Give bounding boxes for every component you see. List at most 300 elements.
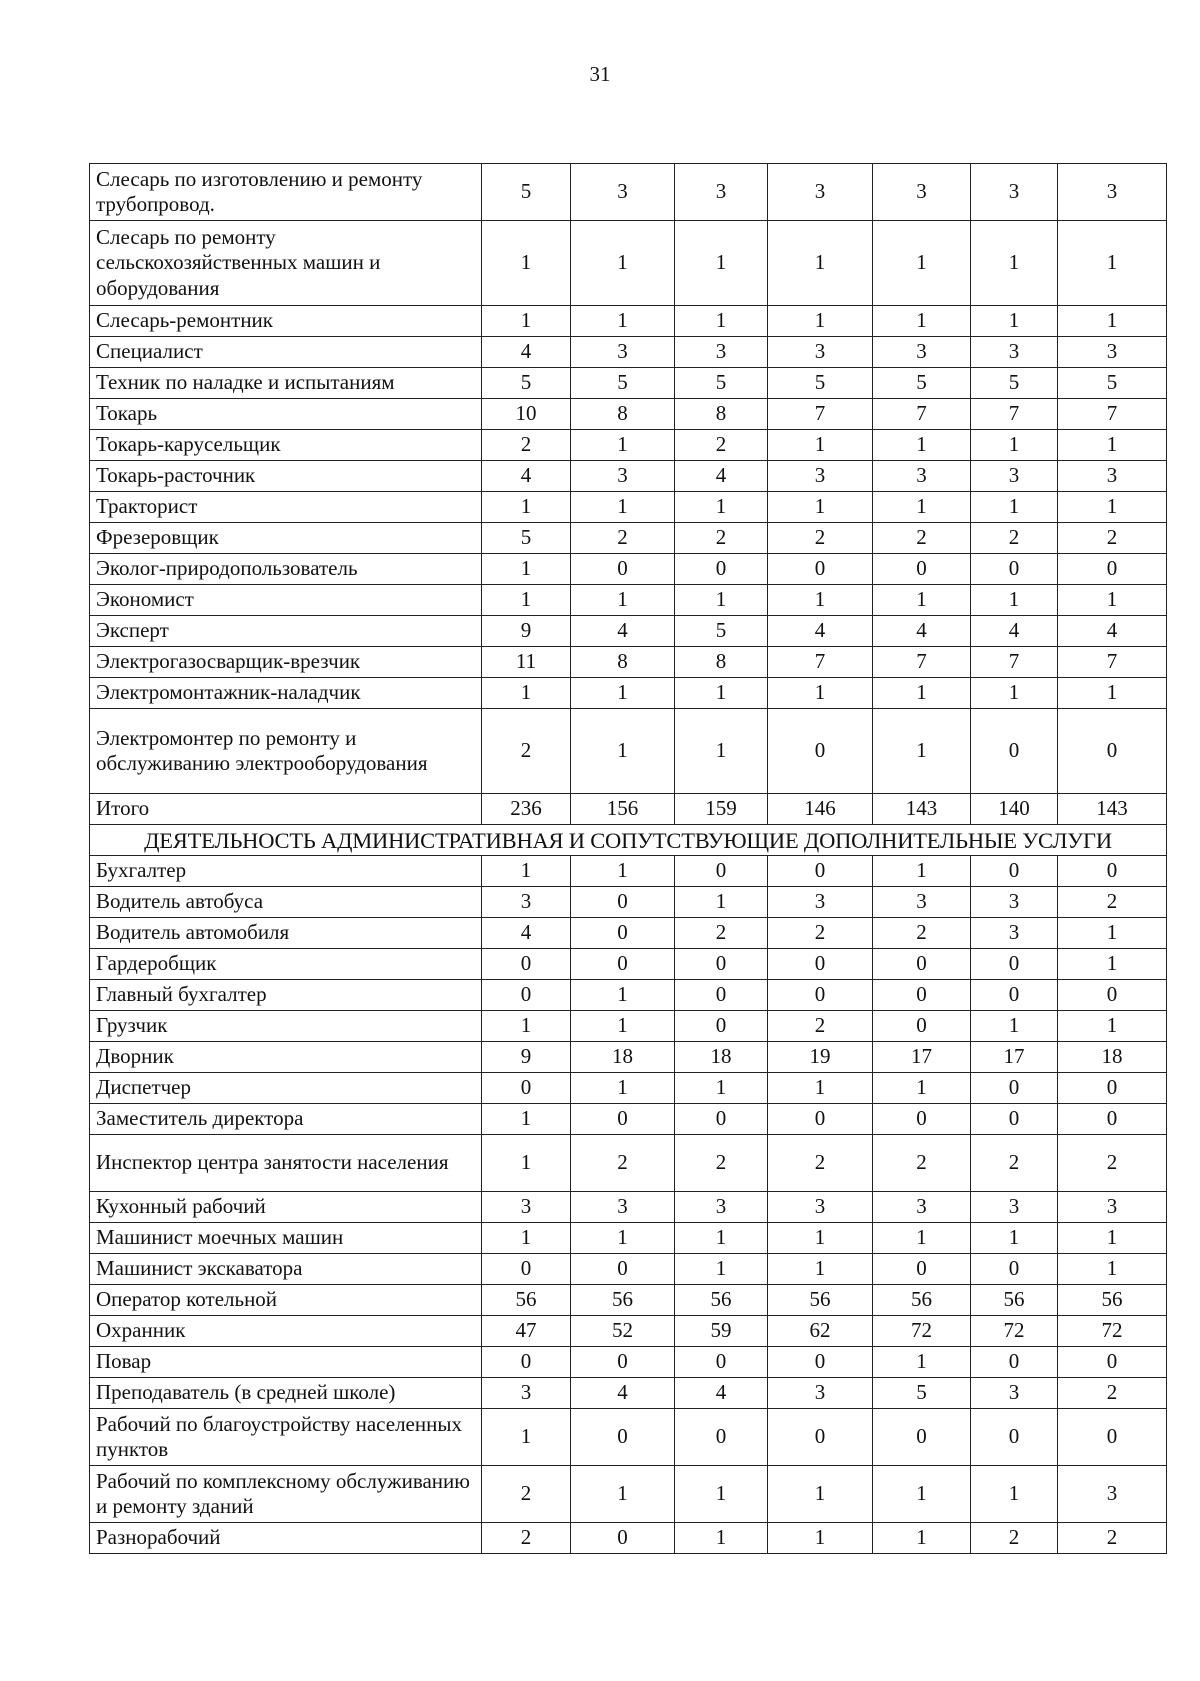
value-cell: 1 bbox=[873, 1523, 971, 1554]
value-cell: 1 bbox=[873, 492, 971, 523]
value-cell: 1 bbox=[873, 1347, 971, 1378]
value-cell: 1 bbox=[571, 980, 675, 1011]
value-cell: 2 bbox=[873, 918, 971, 949]
value-cell: 0 bbox=[675, 1409, 768, 1466]
row-label: Экономист bbox=[90, 585, 482, 616]
value-cell: 0 bbox=[571, 918, 675, 949]
value-cell: 1 bbox=[675, 1523, 768, 1554]
row-label: Грузчик bbox=[90, 1011, 482, 1042]
value-cell: 0 bbox=[482, 949, 571, 980]
staffing-table bbox=[89, 163, 1167, 1554]
value-cell: 3 bbox=[768, 887, 873, 918]
value-cell: 2 bbox=[675, 523, 768, 554]
value-cell: 2 bbox=[482, 430, 571, 461]
table-row bbox=[90, 523, 1167, 554]
value-cell: 1 bbox=[675, 1223, 768, 1254]
value-cell: 3 bbox=[675, 337, 768, 368]
value-cell: 3 bbox=[1058, 1466, 1167, 1523]
value-cell: 0 bbox=[971, 554, 1058, 585]
row-label: Специалист bbox=[90, 337, 482, 368]
value-cell: 3 bbox=[571, 461, 675, 492]
value-cell: 1 bbox=[873, 678, 971, 709]
value-cell: 3 bbox=[873, 164, 971, 221]
value-cell: 3 bbox=[971, 461, 1058, 492]
table-row bbox=[90, 1285, 1167, 1316]
value-cell: 3 bbox=[482, 887, 571, 918]
value-cell: 2 bbox=[1058, 887, 1167, 918]
value-cell: 0 bbox=[675, 949, 768, 980]
value-cell: 1 bbox=[675, 492, 768, 523]
value-cell: 1 bbox=[873, 221, 971, 306]
value-cell: 1 bbox=[873, 1466, 971, 1523]
value-cell: 3 bbox=[971, 164, 1058, 221]
value-cell: 1 bbox=[971, 221, 1058, 306]
value-cell: 1 bbox=[1058, 430, 1167, 461]
row-label: Электромонтажник-наладчик bbox=[90, 678, 482, 709]
row-label: Инспектор центра занятости населения bbox=[90, 1135, 482, 1192]
value-cell: 72 bbox=[971, 1316, 1058, 1347]
value-cell: 1 bbox=[571, 1466, 675, 1523]
value-cell: 0 bbox=[675, 1104, 768, 1135]
value-cell: 1 bbox=[873, 306, 971, 337]
value-cell: 2 bbox=[1058, 523, 1167, 554]
value-cell: 143 bbox=[1058, 794, 1167, 825]
row-label: Токарь bbox=[90, 399, 482, 430]
table-row bbox=[90, 1042, 1167, 1073]
value-cell: 3 bbox=[571, 164, 675, 221]
value-cell: 0 bbox=[571, 1347, 675, 1378]
value-cell: 3 bbox=[768, 461, 873, 492]
value-cell: 0 bbox=[971, 1409, 1058, 1466]
row-label: Электромонтер по ремонту и обслуживанию электрооборудования bbox=[90, 709, 482, 794]
value-cell: 2 bbox=[1058, 1135, 1167, 1192]
table-row bbox=[90, 1316, 1167, 1347]
value-cell: 0 bbox=[873, 554, 971, 585]
value-cell: 5 bbox=[1058, 368, 1167, 399]
value-cell: 3 bbox=[873, 887, 971, 918]
value-cell: 2 bbox=[1058, 1523, 1167, 1554]
value-cell: 4 bbox=[571, 1378, 675, 1409]
value-cell: 0 bbox=[1058, 980, 1167, 1011]
value-cell: 1 bbox=[768, 1523, 873, 1554]
table-row bbox=[90, 1378, 1167, 1409]
value-cell: 1 bbox=[1058, 585, 1167, 616]
value-cell: 7 bbox=[971, 647, 1058, 678]
value-cell: 62 bbox=[768, 1316, 873, 1347]
value-cell: 1 bbox=[482, 1409, 571, 1466]
value-cell: 0 bbox=[873, 1104, 971, 1135]
value-cell: 56 bbox=[768, 1285, 873, 1316]
value-cell: 0 bbox=[971, 949, 1058, 980]
value-cell: 0 bbox=[971, 709, 1058, 794]
value-cell: 1 bbox=[768, 585, 873, 616]
value-cell: 2 bbox=[571, 523, 675, 554]
row-label: Бухгалтер bbox=[90, 856, 482, 887]
value-cell: 2 bbox=[482, 1523, 571, 1554]
value-cell: 0 bbox=[571, 1409, 675, 1466]
value-cell: 18 bbox=[1058, 1042, 1167, 1073]
value-cell: 0 bbox=[482, 1347, 571, 1378]
value-cell: 1 bbox=[873, 1073, 971, 1104]
value-cell: 0 bbox=[675, 856, 768, 887]
value-cell: 0 bbox=[873, 1254, 971, 1285]
value-cell: 3 bbox=[971, 887, 1058, 918]
value-cell: 1 bbox=[675, 585, 768, 616]
table-row bbox=[90, 1466, 1167, 1523]
value-cell: 2 bbox=[482, 709, 571, 794]
table-row bbox=[90, 856, 1167, 887]
value-cell: 9 bbox=[482, 1042, 571, 1073]
row-label: Гардеробщик bbox=[90, 949, 482, 980]
value-cell: 5 bbox=[482, 523, 571, 554]
value-cell: 0 bbox=[768, 709, 873, 794]
table-row bbox=[90, 585, 1167, 616]
table-row bbox=[90, 1223, 1167, 1254]
value-cell: 3 bbox=[571, 1192, 675, 1223]
value-cell: 0 bbox=[768, 949, 873, 980]
row-label: Фрезеровщик bbox=[90, 523, 482, 554]
value-cell: 2 bbox=[768, 523, 873, 554]
value-cell: 0 bbox=[768, 1409, 873, 1466]
value-cell: 2 bbox=[971, 523, 1058, 554]
section-title: ДЕЯТЕЛЬНОСТЬ АДМИНИСТРАТИВНАЯ И СОПУТСТВУЮЩИЕ ДОПОЛНИТЕЛЬНЫЕ УСЛУГИ bbox=[90, 825, 1167, 856]
value-cell: 17 bbox=[971, 1042, 1058, 1073]
value-cell: 1 bbox=[1058, 492, 1167, 523]
value-cell: 0 bbox=[1058, 1073, 1167, 1104]
value-cell: 3 bbox=[971, 337, 1058, 368]
row-label: Водитель автомобиля bbox=[90, 918, 482, 949]
value-cell: 0 bbox=[675, 980, 768, 1011]
table-row bbox=[90, 430, 1167, 461]
value-cell: 2 bbox=[971, 1135, 1058, 1192]
value-cell: 1 bbox=[971, 1011, 1058, 1042]
table-row bbox=[90, 461, 1167, 492]
value-cell: 0 bbox=[571, 949, 675, 980]
value-cell: 1 bbox=[1058, 678, 1167, 709]
row-label: Главный бухгалтер bbox=[90, 980, 482, 1011]
value-cell: 1 bbox=[482, 554, 571, 585]
value-cell: 1 bbox=[971, 585, 1058, 616]
table-row bbox=[90, 399, 1167, 430]
row-label: Итого bbox=[90, 794, 482, 825]
value-cell: 1 bbox=[482, 1135, 571, 1192]
value-cell: 1 bbox=[482, 1011, 571, 1042]
value-cell: 146 bbox=[768, 794, 873, 825]
row-label: Рабочий по комплексному обслуживанию и ремонту зданий bbox=[90, 1466, 482, 1523]
row-label: Оператор котельной bbox=[90, 1285, 482, 1316]
row-label: Тракторист bbox=[90, 492, 482, 523]
value-cell: 0 bbox=[571, 887, 675, 918]
value-cell: 2 bbox=[873, 1135, 971, 1192]
value-cell: 5 bbox=[873, 368, 971, 399]
value-cell: 1 bbox=[873, 585, 971, 616]
value-cell: 4 bbox=[571, 616, 675, 647]
value-cell: 3 bbox=[768, 164, 873, 221]
value-cell: 1 bbox=[971, 492, 1058, 523]
value-cell: 56 bbox=[873, 1285, 971, 1316]
value-cell: 19 bbox=[768, 1042, 873, 1073]
value-cell: 7 bbox=[971, 399, 1058, 430]
value-cell: 4 bbox=[482, 918, 571, 949]
row-label: Рабочий по благоустройству населенных пунктов bbox=[90, 1409, 482, 1466]
value-cell: 1 bbox=[675, 1466, 768, 1523]
value-cell: 3 bbox=[873, 461, 971, 492]
value-cell: 1 bbox=[675, 887, 768, 918]
value-cell: 4 bbox=[1058, 616, 1167, 647]
value-cell: 236 bbox=[482, 794, 571, 825]
value-cell: 2 bbox=[675, 430, 768, 461]
value-cell: 1 bbox=[571, 430, 675, 461]
row-label: Слесарь-ремонтник bbox=[90, 306, 482, 337]
value-cell: 1 bbox=[675, 306, 768, 337]
table-row bbox=[90, 918, 1167, 949]
value-cell: 3 bbox=[1058, 337, 1167, 368]
value-cell: 0 bbox=[768, 1104, 873, 1135]
value-cell: 4 bbox=[482, 461, 571, 492]
row-label: Эколог-природопользователь bbox=[90, 554, 482, 585]
value-cell: 1 bbox=[768, 221, 873, 306]
row-label: Повар bbox=[90, 1347, 482, 1378]
value-cell: 56 bbox=[1058, 1285, 1167, 1316]
row-label: Разнорабочий bbox=[90, 1523, 482, 1554]
table-row bbox=[90, 164, 1167, 221]
table-row bbox=[90, 368, 1167, 399]
value-cell: 56 bbox=[971, 1285, 1058, 1316]
value-cell: 3 bbox=[873, 337, 971, 368]
value-cell: 0 bbox=[1058, 1347, 1167, 1378]
value-cell: 2 bbox=[1058, 1378, 1167, 1409]
value-cell: 1 bbox=[873, 856, 971, 887]
value-cell: 1 bbox=[571, 492, 675, 523]
value-cell: 0 bbox=[571, 1254, 675, 1285]
value-cell: 1 bbox=[675, 678, 768, 709]
value-cell: 156 bbox=[571, 794, 675, 825]
value-cell: 0 bbox=[768, 1347, 873, 1378]
value-cell: 1 bbox=[482, 221, 571, 306]
value-cell: 2 bbox=[675, 1135, 768, 1192]
value-cell: 56 bbox=[571, 1285, 675, 1316]
table-row bbox=[90, 221, 1167, 306]
value-cell: 1 bbox=[873, 430, 971, 461]
value-cell: 5 bbox=[768, 368, 873, 399]
value-cell: 0 bbox=[768, 856, 873, 887]
table-row bbox=[90, 1523, 1167, 1554]
value-cell: 1 bbox=[1058, 949, 1167, 980]
value-cell: 1 bbox=[768, 678, 873, 709]
value-cell: 1 bbox=[571, 678, 675, 709]
value-cell: 72 bbox=[873, 1316, 971, 1347]
table-row bbox=[90, 678, 1167, 709]
value-cell: 0 bbox=[1058, 856, 1167, 887]
value-cell: 0 bbox=[1058, 709, 1167, 794]
value-cell: 1 bbox=[768, 492, 873, 523]
value-cell: 143 bbox=[873, 794, 971, 825]
value-cell: 0 bbox=[971, 1073, 1058, 1104]
value-cell: 0 bbox=[482, 1073, 571, 1104]
value-cell: 52 bbox=[571, 1316, 675, 1347]
value-cell: 1 bbox=[571, 221, 675, 306]
value-cell: 140 bbox=[971, 794, 1058, 825]
value-cell: 17 bbox=[873, 1042, 971, 1073]
value-cell: 1 bbox=[971, 1466, 1058, 1523]
value-cell: 1 bbox=[768, 430, 873, 461]
value-cell: 0 bbox=[1058, 554, 1167, 585]
value-cell: 56 bbox=[675, 1285, 768, 1316]
value-cell: 2 bbox=[768, 1135, 873, 1192]
value-cell: 0 bbox=[571, 1523, 675, 1554]
value-cell: 2 bbox=[768, 1011, 873, 1042]
value-cell: 1 bbox=[768, 1073, 873, 1104]
row-label: Техник по наладке и испытаниям bbox=[90, 368, 482, 399]
value-cell: 8 bbox=[571, 399, 675, 430]
value-cell: 0 bbox=[675, 1011, 768, 1042]
value-cell: 1 bbox=[482, 678, 571, 709]
value-cell: 0 bbox=[971, 1347, 1058, 1378]
table-row bbox=[90, 1104, 1167, 1135]
value-cell: 1 bbox=[482, 1104, 571, 1135]
value-cell: 0 bbox=[482, 1254, 571, 1285]
row-label: Токарь-расточник bbox=[90, 461, 482, 492]
value-cell: 0 bbox=[971, 856, 1058, 887]
value-cell: 1 bbox=[971, 430, 1058, 461]
value-cell: 2 bbox=[571, 1135, 675, 1192]
value-cell: 4 bbox=[482, 337, 571, 368]
value-cell: 1 bbox=[675, 1254, 768, 1285]
table-row bbox=[90, 980, 1167, 1011]
value-cell: 0 bbox=[971, 1104, 1058, 1135]
table-row bbox=[90, 554, 1167, 585]
section-header-row bbox=[90, 825, 1167, 856]
value-cell: 4 bbox=[675, 1378, 768, 1409]
value-cell: 7 bbox=[873, 399, 971, 430]
value-cell: 0 bbox=[482, 980, 571, 1011]
table-row bbox=[90, 1409, 1167, 1466]
value-cell: 1 bbox=[768, 1466, 873, 1523]
value-cell: 3 bbox=[571, 337, 675, 368]
value-cell: 1 bbox=[1058, 918, 1167, 949]
value-cell: 1 bbox=[482, 1223, 571, 1254]
value-cell: 8 bbox=[571, 647, 675, 678]
value-cell: 9 bbox=[482, 616, 571, 647]
value-cell: 1 bbox=[482, 492, 571, 523]
value-cell: 18 bbox=[571, 1042, 675, 1073]
row-label: Кухонный рабочий bbox=[90, 1192, 482, 1223]
row-label: Заместитель директора bbox=[90, 1104, 482, 1135]
value-cell: 159 bbox=[675, 794, 768, 825]
value-cell: 7 bbox=[768, 647, 873, 678]
row-label: Водитель автобуса bbox=[90, 887, 482, 918]
row-label: Слесарь по изготовлению и ремонту трубопровод. bbox=[90, 164, 482, 221]
table-row bbox=[90, 1073, 1167, 1104]
value-cell: 1 bbox=[1058, 1254, 1167, 1285]
row-label: Машинист моечных машин bbox=[90, 1223, 482, 1254]
page-number: 31 bbox=[589, 62, 611, 86]
row-label: Эксперт bbox=[90, 616, 482, 647]
value-cell: 8 bbox=[675, 399, 768, 430]
table-row bbox=[90, 1254, 1167, 1285]
table-row bbox=[90, 1347, 1167, 1378]
value-cell: 3 bbox=[1058, 461, 1167, 492]
table-row bbox=[90, 492, 1167, 523]
value-cell: 3 bbox=[768, 337, 873, 368]
value-cell: 2 bbox=[482, 1466, 571, 1523]
value-cell: 1 bbox=[571, 1011, 675, 1042]
value-cell: 1 bbox=[768, 306, 873, 337]
value-cell: 3 bbox=[675, 164, 768, 221]
row-label: Охранник bbox=[90, 1316, 482, 1347]
value-cell: 0 bbox=[768, 980, 873, 1011]
value-cell: 2 bbox=[675, 918, 768, 949]
value-cell: 1 bbox=[1058, 1011, 1167, 1042]
table-row bbox=[90, 1192, 1167, 1223]
row-label: Дворник bbox=[90, 1042, 482, 1073]
value-cell: 5 bbox=[675, 368, 768, 399]
row-label: Диспетчер bbox=[90, 1073, 482, 1104]
value-cell: 7 bbox=[1058, 647, 1167, 678]
value-cell: 1 bbox=[571, 1073, 675, 1104]
table-row bbox=[90, 306, 1167, 337]
value-cell: 11 bbox=[482, 647, 571, 678]
value-cell: 3 bbox=[482, 1378, 571, 1409]
value-cell: 1 bbox=[482, 585, 571, 616]
table-body bbox=[90, 164, 1167, 1554]
value-cell: 5 bbox=[675, 616, 768, 647]
value-cell: 1 bbox=[971, 678, 1058, 709]
value-cell: 1 bbox=[571, 709, 675, 794]
value-cell: 0 bbox=[873, 1409, 971, 1466]
row-label: Машинист экскаватора bbox=[90, 1254, 482, 1285]
value-cell: 3 bbox=[1058, 1192, 1167, 1223]
value-cell: 2 bbox=[971, 1523, 1058, 1554]
value-cell: 1 bbox=[571, 1223, 675, 1254]
value-cell: 1 bbox=[971, 1223, 1058, 1254]
table-row bbox=[90, 1135, 1167, 1192]
value-cell: 1 bbox=[482, 306, 571, 337]
value-cell: 0 bbox=[971, 980, 1058, 1011]
value-cell: 0 bbox=[873, 1011, 971, 1042]
value-cell: 5 bbox=[971, 368, 1058, 399]
value-cell: 0 bbox=[971, 1254, 1058, 1285]
value-cell: 1 bbox=[675, 221, 768, 306]
value-cell: 18 bbox=[675, 1042, 768, 1073]
value-cell: 0 bbox=[571, 554, 675, 585]
value-cell: 7 bbox=[768, 399, 873, 430]
value-cell: 0 bbox=[768, 554, 873, 585]
value-cell: 1 bbox=[1058, 1223, 1167, 1254]
value-cell: 7 bbox=[1058, 399, 1167, 430]
row-label: Преподаватель (в средней школе) bbox=[90, 1378, 482, 1409]
row-label: Токарь-карусельщик bbox=[90, 430, 482, 461]
value-cell: 0 bbox=[675, 1347, 768, 1378]
value-cell: 1 bbox=[571, 306, 675, 337]
table-row bbox=[90, 337, 1167, 368]
table-row bbox=[90, 1011, 1167, 1042]
row-label: Электрогазосварщик-врезчик bbox=[90, 647, 482, 678]
value-cell: 1 bbox=[675, 1073, 768, 1104]
value-cell: 0 bbox=[873, 980, 971, 1011]
value-cell: 1 bbox=[571, 856, 675, 887]
value-cell: 0 bbox=[873, 949, 971, 980]
value-cell: 56 bbox=[482, 1285, 571, 1316]
value-cell: 3 bbox=[971, 918, 1058, 949]
value-cell: 4 bbox=[873, 616, 971, 647]
table-row bbox=[90, 709, 1167, 794]
value-cell: 2 bbox=[768, 918, 873, 949]
value-cell: 10 bbox=[482, 399, 571, 430]
value-cell: 3 bbox=[971, 1378, 1058, 1409]
value-cell: 3 bbox=[873, 1192, 971, 1223]
value-cell: 1 bbox=[768, 1223, 873, 1254]
